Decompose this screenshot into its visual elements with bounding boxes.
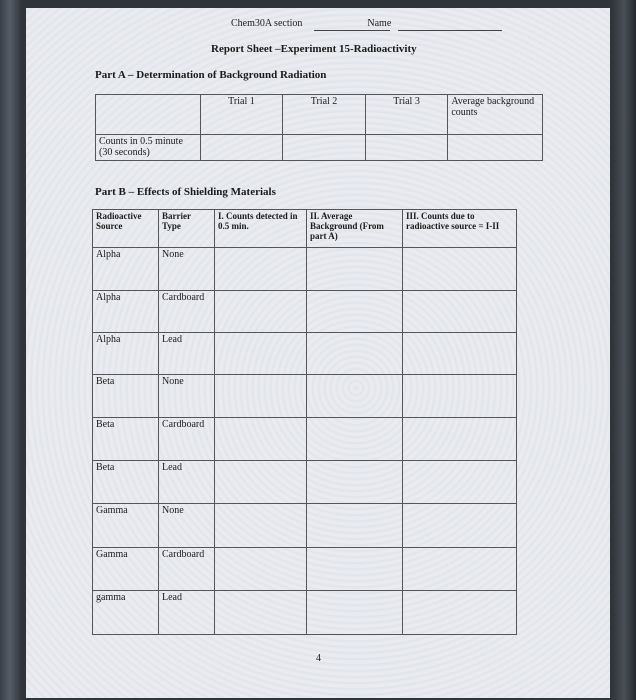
part-b-col-barrier: Barrier Type (159, 210, 215, 248)
barrier-cell: Lead (159, 333, 215, 375)
background-cell[interactable] (307, 418, 403, 461)
counts-cell[interactable] (215, 504, 307, 548)
section-underline (314, 30, 390, 31)
header-line (231, 18, 391, 29)
part-a-col-trial-1: Trial 1 (200, 95, 283, 135)
source-cell: Alpha (93, 248, 159, 291)
part-a-col-average: Average background counts (448, 95, 543, 135)
name-underline (398, 30, 502, 31)
table-row (93, 548, 517, 591)
name-label: Name (367, 18, 392, 29)
background-cell[interactable] (307, 504, 403, 548)
net-cell[interactable] (403, 504, 517, 548)
part-a-cell-trial-2[interactable] (283, 135, 366, 161)
counts-cell[interactable] (215, 291, 307, 333)
counts-cell[interactable] (215, 591, 307, 635)
background-cell[interactable] (307, 333, 403, 375)
report-sheet (26, 8, 610, 698)
barrier-cell: None (159, 248, 215, 291)
counts-cell[interactable] (215, 248, 307, 291)
part-b-col-net: III. Counts due to radioactive source = I-II (403, 210, 517, 248)
page-number: 4 (316, 653, 321, 664)
barrier-cell: Cardboard (159, 548, 215, 591)
section-label: Chem30A section (231, 18, 303, 29)
part-a-col-trial-2: Trial 2 (283, 95, 366, 135)
source-cell: Beta (93, 418, 159, 461)
table-row (93, 591, 517, 635)
part-b-col-background: II. Average Background (From part A) (307, 210, 403, 248)
part-a-cell-trial-1[interactable] (200, 135, 283, 161)
table-row (93, 291, 517, 333)
background-cell[interactable] (307, 461, 403, 504)
source-cell: Beta (93, 461, 159, 504)
part-b-col-source: Radioactive Source (93, 210, 159, 248)
counts-cell[interactable] (215, 333, 307, 375)
barrier-cell: None (159, 504, 215, 548)
part-b-col-counts: I. Counts detected in 0.5 min. (215, 210, 307, 248)
background-cell[interactable] (307, 291, 403, 333)
net-cell[interactable] (403, 333, 517, 375)
table-row (93, 418, 517, 461)
counts-cell[interactable] (215, 548, 307, 591)
part-b-table (92, 209, 517, 635)
counts-cell[interactable] (215, 418, 307, 461)
counts-cell[interactable] (215, 375, 307, 418)
source-cell: gamma (93, 591, 159, 635)
background-cell[interactable] (307, 248, 403, 291)
background-cell[interactable] (307, 591, 403, 635)
part-a-cell-average[interactable] (448, 135, 543, 161)
net-cell[interactable] (403, 291, 517, 333)
table-row (93, 504, 517, 548)
net-cell[interactable] (403, 375, 517, 418)
background-cell[interactable] (307, 375, 403, 418)
part-a-corner (96, 95, 201, 135)
part-b-heading: Part B – Effects of Shielding Materials (95, 186, 276, 198)
barrier-cell: Cardboard (159, 418, 215, 461)
barrier-cell: Lead (159, 591, 215, 635)
part-a-cell-trial-3[interactable] (365, 135, 448, 161)
source-cell: Alpha (93, 333, 159, 375)
part-a-heading: Part A – Determination of Background Radiation (95, 69, 327, 81)
background-cell[interactable] (307, 548, 403, 591)
barrier-cell: Lead (159, 461, 215, 504)
source-cell: Gamma (93, 548, 159, 591)
net-cell[interactable] (403, 591, 517, 635)
source-cell: Gamma (93, 504, 159, 548)
table-row (93, 375, 517, 418)
report-title: Report Sheet –Experiment 15-Radioactivity (211, 43, 417, 55)
barrier-cell: None (159, 375, 215, 418)
barrier-cell: Cardboard (159, 291, 215, 333)
table-row (93, 461, 517, 504)
counts-cell[interactable] (215, 461, 307, 504)
net-cell[interactable] (403, 461, 517, 504)
table-row (93, 248, 517, 291)
part-a-row-label: Counts in 0.5 minute (30 seconds) (96, 135, 201, 161)
table-row (93, 333, 517, 375)
source-cell: Beta (93, 375, 159, 418)
source-cell: Alpha (93, 291, 159, 333)
net-cell[interactable] (403, 248, 517, 291)
part-a-col-trial-3: Trial 3 (365, 95, 448, 135)
net-cell[interactable] (403, 418, 517, 461)
net-cell[interactable] (403, 548, 517, 591)
part-a-table (95, 94, 543, 161)
